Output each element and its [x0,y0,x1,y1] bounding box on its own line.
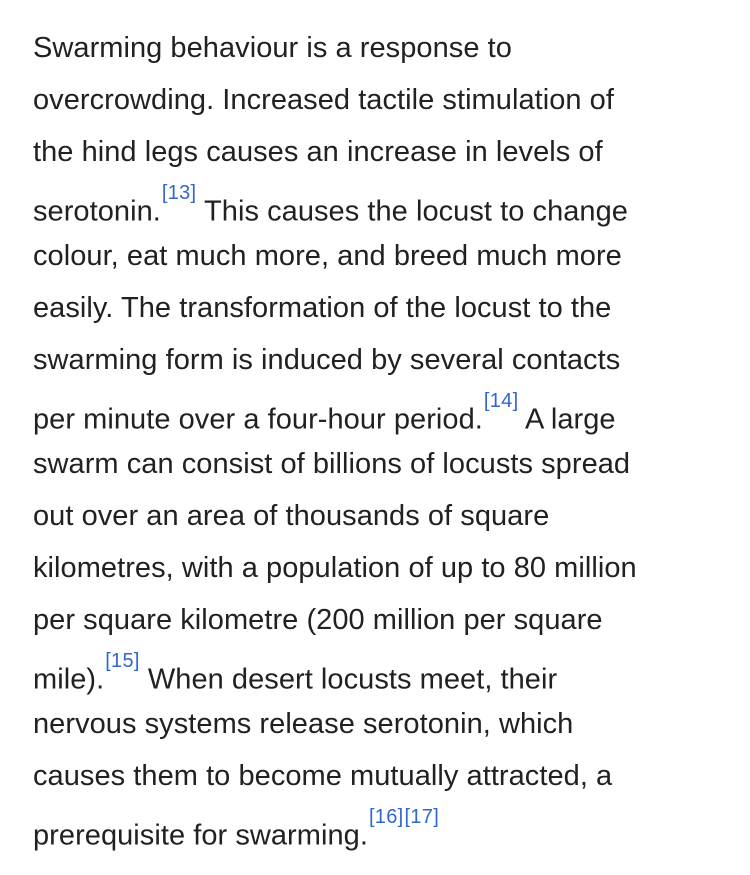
line-text-after: When desert locusts meet, their [139,663,558,696]
text-line [33,178,733,230]
line-text: colour, eat much more, and breed much more [33,240,622,272]
citation-link-16[interactable]: [16] [368,806,404,828]
line-text: mile). [33,663,105,696]
line-text: per minute over a four-hour period. [33,403,483,436]
citation-link-13[interactable]: [13] [161,182,197,204]
text-line [33,438,733,490]
text-line [33,386,733,438]
text-line [33,490,733,542]
line-text: causes them to become mutually attracted, a [33,760,613,792]
text-line [33,74,733,126]
line-text: kilometres, with a population of up to 80 million [33,552,637,584]
line-text: Swarming behaviour is a response to [33,32,512,64]
citation-link-15[interactable]: [15] [105,650,140,672]
text-line [33,22,733,74]
text-line [33,230,733,282]
text-line [33,802,733,854]
text-line [33,334,733,386]
line-text: the hind legs causes an increase in levels of [33,136,603,168]
citation-link-14[interactable]: [14] [483,390,519,412]
line-text-after: A large [518,403,616,436]
line-text: out over an area of thousands of square [33,500,550,532]
text-line [33,698,733,750]
article-body [33,22,733,854]
line-text: prerequisite for swarming. [33,819,368,852]
text-line [33,594,733,646]
line-text: easily. The transformation of the locust to the [33,292,612,324]
text-line [33,282,733,334]
line-text-after: This causes the locust to change [196,195,628,228]
text-line [33,126,733,178]
line-text: nervous systems release serotonin, which [33,708,574,740]
text-line [33,750,733,802]
line-text: overcrowding. Increased tactile stimulation of [33,84,614,116]
citation-link-17[interactable]: [17] [404,806,440,828]
line-text: swarm can consist of billions of locusts spread [33,448,631,480]
line-text: serotonin. [33,195,161,228]
line-text: swarming form is induced by several contacts [33,344,621,376]
line-text: per square kilometre (200 million per square [33,604,603,636]
text-line [33,542,733,594]
text-line [33,646,733,698]
paragraph [33,22,733,854]
